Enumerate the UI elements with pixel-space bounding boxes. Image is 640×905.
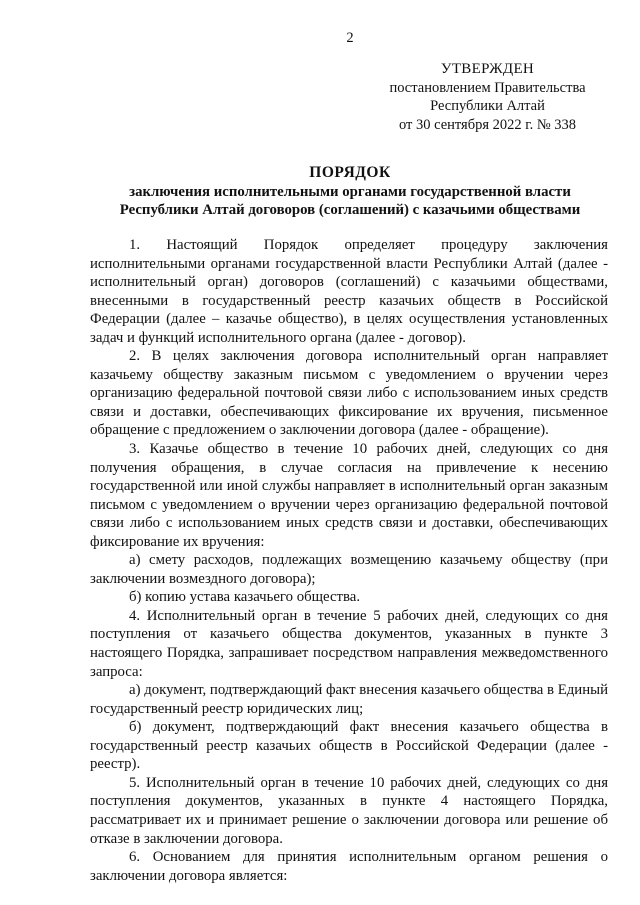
approval-line-1: постановлением Правительства xyxy=(389,79,586,96)
document-title xyxy=(90,164,610,220)
page-number: 2 xyxy=(346,30,354,46)
paragraph: а) документ, подтверждающий факт внесения казачьего общества в Единый государственный реестр юридических лиц; xyxy=(90,682,608,717)
approval-stamp xyxy=(380,60,595,134)
paragraph: а) смету расходов, подлежащих возмещению казачьему обществу (при заключении возмездного договора); xyxy=(90,552,608,587)
paragraph: 3. Казачье общество в течение 10 рабочих дней, следующих со дня получения обращения, в случае согласия на привлечение к несению государственной или иной службы направляет в исполнительный орган заказным письмом с уведомлением о вручении через организацию федеральной почтовой связи либо с использованием иных средств связи и доставки, обеспечивающих фиксирование их вручения: xyxy=(90,441,608,550)
document-title-main: ПОРЯДОК xyxy=(309,164,391,181)
paragraph: 4. Исполнительный орган в течение 5 рабочих дней, следующих со дня поступления от казачьего общества документов, указанных в пункте 3 настоящего Порядка, запрашивает посредством направления межведомственного запроса: xyxy=(90,607,608,680)
approval-line-3: от 30 сентября 2022 г. № 338 xyxy=(398,116,577,133)
document-title-line-2: Республики Алтай договоров (соглашений) с казачьими обществами xyxy=(119,202,581,218)
approval-line-2: Республики Алтай xyxy=(430,98,545,114)
paragraph: 2. В целях заключения договора исполнительный орган направляет казачьему обществу заказным письмом с уведомлением о вручении через организацию федеральной почтовой связи либо с использованием иных средств связи и доставки, обеспечивающих фиксирование их вручения, письменное обращение с предложением о заключении договора (далее - обращение). xyxy=(90,348,608,439)
paragraph: б) документ, подтверждающий факт внесения казачьего общества в государственный реестр казачьих обществ в Российской Федерации (далее - реестр). xyxy=(90,719,608,773)
paragraph: 6. Основанием для принятия исполнительным органом решения о заключении договора является: xyxy=(90,849,608,884)
approval-title: УТВЕРЖДЕН xyxy=(440,61,535,77)
paragraph: б) копию устава казачьего общества. xyxy=(129,589,361,606)
document-title-line-1: заключения исполнительными органами государственной власти xyxy=(129,183,571,200)
document-body xyxy=(90,236,608,885)
paragraph: 5. Исполнительный орган в течение 10 рабочих дней, следующих со дня поступления документов, указанных в пункте 4 настоящего Порядка, рассматривает их и принимает решение о заключении договора или решение об отказе в заключении договора. xyxy=(90,774,608,847)
paragraph: 1. Настоящий Порядок определяет процедуру заключения исполнительными органами государственной власти Республики Алтай (далее - исполнительный орган) договоров (соглашений) с казачьими обществами, внесенными в государственный реестр казачьих обществ в Российской Федерации (далее – казачье общество), в целях осуществления установленных задач и функций исполнительного органа (далее - договор). xyxy=(90,237,608,346)
